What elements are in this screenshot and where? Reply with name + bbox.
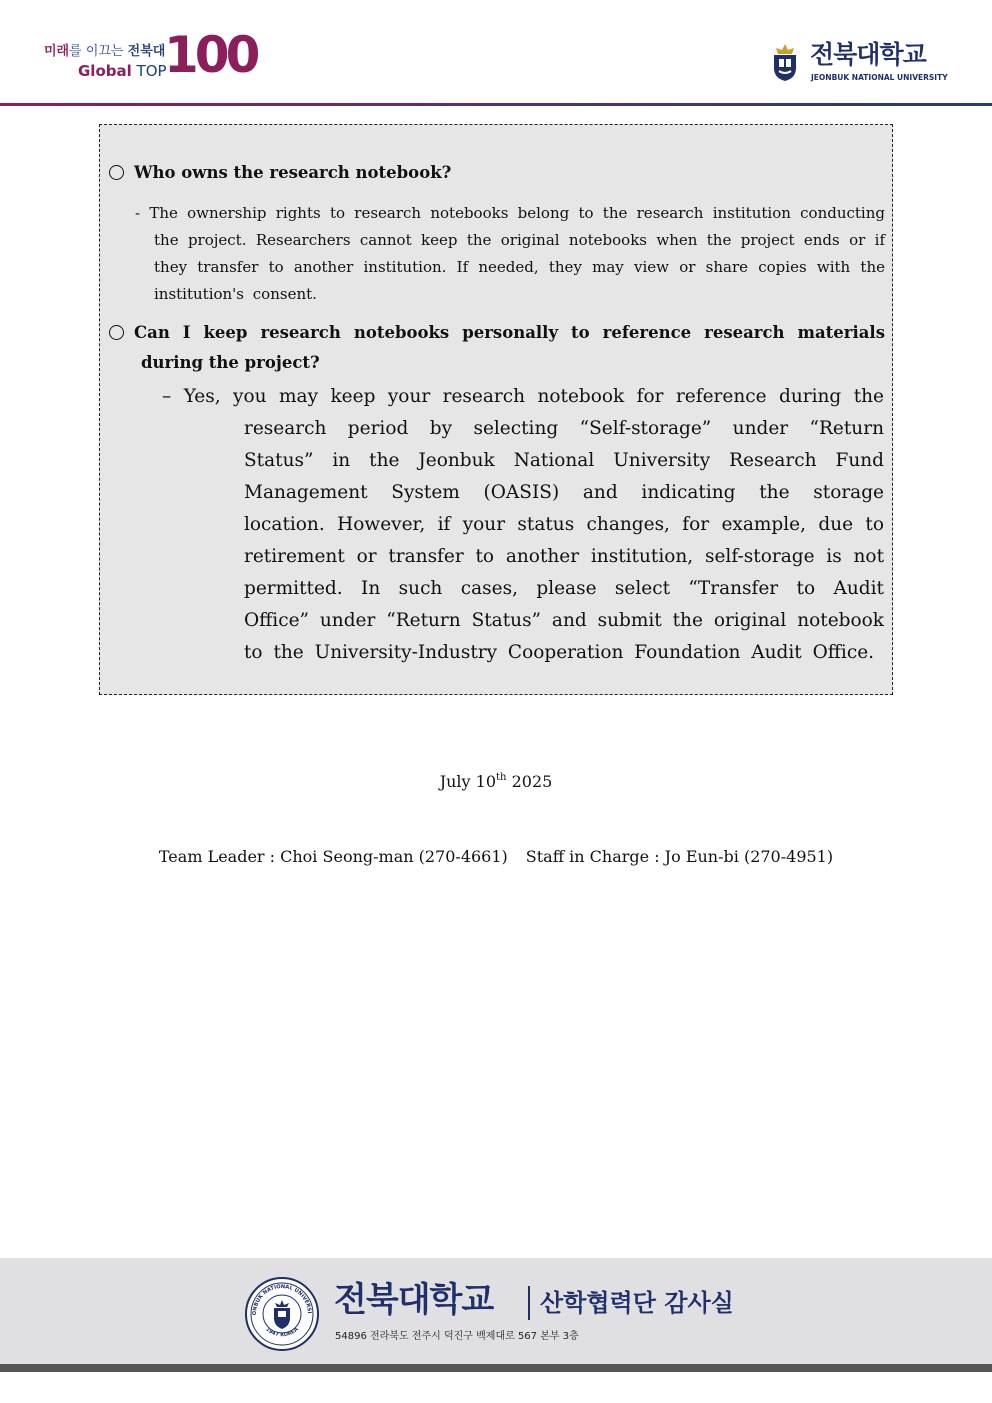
footer-university-name: 전북대학교 <box>334 1280 494 1320</box>
contact-line <box>0 847 992 866</box>
university-emblem-icon <box>770 42 800 82</box>
top-text: TOP <box>136 62 167 80</box>
footer-unit-name: 산학협력단 감사실 <box>540 1289 734 1317</box>
question-1-text: Who owns the research notebook? <box>134 163 452 182</box>
university-name: 전북대학교 <box>810 40 926 69</box>
slogan-line <box>44 40 165 59</box>
circle-bullet-icon <box>109 325 124 340</box>
question-2-text: Can I keep research notebooks personally to reference research materials during the project? <box>134 323 885 372</box>
staff-contact: Staff in Charge : Jo Eun-bi (270-4951) <box>525 847 834 866</box>
date-month-day: July 10 <box>439 772 497 791</box>
document-date <box>0 772 992 791</box>
date-year: 2025 <box>511 772 553 791</box>
slogan-part1: 미래 <box>44 44 70 59</box>
header-divider <box>0 103 992 106</box>
slogan-part3: 전북대 <box>127 44 166 59</box>
question-2 <box>109 318 885 378</box>
team-leader-contact: Team Leader : Choi Seong-man (270-4661) <box>158 847 508 866</box>
answer-1: - The ownership rights to research notebooks belong to the research institution conducting the project. Researchers cannot keep the original notebooks when the project ends or if they transfer to another institution. If needed, they may view or share copies with the institution's consent. <box>135 204 885 303</box>
date-ordinal-suffix: th <box>496 772 507 783</box>
footer-divider <box>528 1286 530 1320</box>
page-header <box>0 0 992 106</box>
seal-text-top: ONBUK NATIONAL UNIVERSI <box>251 1283 313 1316</box>
global-text: Global <box>78 62 132 80</box>
footer-bottom-bar <box>0 1364 992 1372</box>
question-1 <box>109 163 451 182</box>
global-top-line <box>78 62 167 80</box>
slogan-part2: 를 이끄는 <box>69 44 124 59</box>
footer-address: 54896 전라북도 전주시 덕진구 백제대로 567 본부 3층 <box>335 1331 579 1342</box>
big-100-number: 100 <box>164 26 257 84</box>
circle-bullet-icon <box>109 165 124 180</box>
university-english-name: JEONBUK NATIONAL UNIVERSITY <box>811 73 948 82</box>
university-logo <box>770 40 950 86</box>
page-footer <box>0 1258 992 1364</box>
answer-2: – Yes, you may keep your research notebook for reference during the research period by selecting “Self-storage” under “Return Status” in the Jeonbuk National University Research Fund Management System (OASIS) and indicating the storage location. However, if your status changes, for example, due to retirement or transfer to another institution, self-storage is not permitted. In such cases, please select “Transfer to Audit Office” under “Return Status” and submit the original notebook to the University-Industry Cooperation Foundation Audit Office. <box>162 386 884 663</box>
university-seal-icon <box>244 1276 320 1352</box>
qa-box <box>99 124 893 695</box>
seal-text-bottom: 1947 KOREA <box>264 1326 300 1339</box>
global-top-100-logo <box>44 26 257 86</box>
